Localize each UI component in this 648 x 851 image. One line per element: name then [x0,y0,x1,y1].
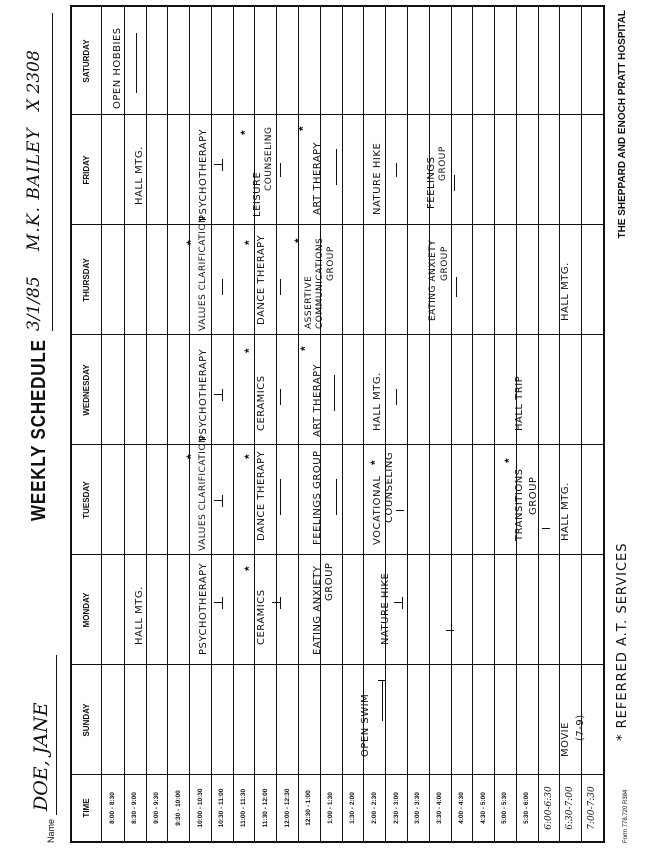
entry-tuesday-hall-mtg: HALL MTG. [560,482,571,541]
referral-star: * [298,346,312,351]
form-number: Form 778.720 R384 [623,789,629,843]
duration-line [280,597,281,609]
duration-tick [214,500,222,501]
row-divider [189,7,190,841]
time-slot-label: 9:00 - 9:30 [152,792,160,824]
entry-thursday-assertive-group: GROUP [326,246,336,281]
time-slot-label: 12:30 - 1:00 [305,790,313,826]
entry-wednesday-hall-trip: HALL TRIP [514,375,525,431]
row-divider [276,7,277,841]
column-header-saturday: SATURDAY [72,7,102,115]
schedule-grid [70,5,605,843]
duration-line [222,597,223,609]
row-divider [124,7,125,841]
entry-saturday-open-hobbies: OPEN HOBBIES [112,27,123,109]
entry-thursday-eating-anxiety-group: GROUP [440,246,450,281]
row-divider [233,7,234,841]
column-header-time: TIME [72,775,102,841]
duration-line [396,163,397,177]
entry-wednesday-ceramics: CERAMICS [256,375,267,431]
time-slot-label: 7:00-7:30 [587,786,598,830]
duration-line [222,389,223,401]
duration-line [456,277,457,297]
column-divider [72,554,603,555]
duration-tick [214,602,222,603]
time-slot-label: 2:30 - 3:00 [392,792,400,824]
page-title: WEEKLY SCHEDULE [28,339,50,521]
time-slot-label: 1:30 - 2:00 [348,792,356,824]
schedule-date: 3/1/85 [24,276,44,331]
row-divider [472,7,473,841]
entry-friday-hall-mtg: HALL MTG. [134,146,145,205]
column-header-monday: MONDAY [72,555,102,665]
entry-tuesday-vocational-counseling: COUNSELING [384,451,395,523]
duration-line [136,33,137,93]
entry-friday-art-therapy: ART THERAPY [312,141,323,215]
duration-line [334,375,335,411]
row-divider [538,7,539,841]
column-header-wednesday: WEDNESDAY [72,335,102,445]
time-slot-label: 3:30 - 4:00 [436,792,444,824]
time-slot-label: 3:00 - 3:30 [414,792,422,824]
entry-thursday-hall-mtg: HALL MTG. [560,262,571,321]
entry-thursday-communications: COMMUNICATIONS [315,237,325,329]
duration-line [280,479,281,515]
entry-sunday-movie-time: (7-9) [575,714,586,741]
time-slot-label: 8:00 - 8:30 [109,792,117,824]
column-header-sunday: SUNDAY [72,665,102,775]
time-slot-label: 4:30 - 5:00 [479,792,487,824]
time-slot-label: 1:00 - 1:30 [327,792,335,824]
entry-tuesday-feelings-group: FEELINGS GROUP [312,450,323,545]
entry-monday-eating-anxiety-group: GROUP [324,562,335,601]
entry-friday-psychotherapy: PSYCHOTHERAPY [198,128,209,221]
time-slot-label: 9:30 - 10:00 [174,790,182,826]
referral-star: * [502,458,516,463]
phone-extension: X 2308 [24,50,44,111]
time-slot-label: 6:00-6:30 [543,786,554,830]
row-divider [342,7,343,841]
referral-star: * [296,126,310,131]
therapist-name: M.K. BAILEY [24,127,44,251]
duration-line [402,597,403,609]
duration-tick [378,680,386,681]
column-divider [72,224,603,225]
time-slot-label: 5:00 - 5:30 [501,792,509,824]
duration-tick [446,630,454,631]
duration-line [396,389,397,405]
referral-legend: * REFERRED A.T. SERVICES [615,542,630,741]
duration-line [336,149,337,185]
time-slot-label: 10:30 - 11:00 [218,788,226,828]
time-slot-label: 8:30 - 9:00 [131,792,139,824]
row-divider [494,7,495,841]
entry-sunday-open-swim: OPEN SWIM [360,693,371,757]
schedule-header [0,0,70,851]
entry-thursday-dance-therapy: DANCE THERAPY [256,234,267,325]
entry-friday-leisure-counseling: COUNSELING [264,126,274,191]
time-slot-label: 5:30 - 6:00 [523,792,531,824]
time-slot-label: 2:00 - 2:30 [370,792,378,824]
duration-line [222,159,223,171]
referral-star: * [184,454,198,459]
column-header-tuesday: TUESDAY [72,445,102,555]
time-slot-label: 11:30 - 12:00 [261,788,269,828]
time-slot-label: 10:00 - 10:30 [196,788,204,828]
entry-tuesday-vocational: VOCATIONAL [372,475,383,545]
duration-line [280,279,281,295]
duration-tick [542,528,550,529]
referral-star: * [368,460,382,465]
time-slot-label: 12:00 - 12:30 [283,788,291,828]
duration-line [280,163,281,177]
row-divider [146,7,147,841]
row-divider [407,7,408,841]
column-header-thursday: THURSDAY [72,225,102,335]
referral-star: * [242,348,256,353]
entry-monday-hall-mtg: HALL MTG. [134,586,145,645]
duration-tick [396,510,404,511]
duration-line [222,279,223,295]
entry-thursday-values-clarification: VALUES CLARIFICATION [198,215,208,331]
row-divider [167,7,168,841]
entry-monday-ceramics: CERAMICS [256,589,267,645]
entry-tuesday-transitions: TRANSITIONS [514,468,525,541]
duration-line [336,479,337,515]
duration-tick [272,602,280,603]
row-divider [429,7,430,841]
row-divider [451,7,452,841]
referral-star: * [184,240,198,245]
entry-monday-psychotherapy: PSYCHOTHERAPY [198,562,209,655]
time-slot-label: 4:00 - 4:30 [457,792,465,824]
column-header-friday: FRIDAY [72,115,102,225]
schedule-footer [605,0,648,851]
row-divider [211,7,212,841]
time-slot-label: 6:30-7:00 [565,786,576,830]
row-divider [385,7,386,841]
duration-line [382,681,383,721]
organization-name: THE SHEPPARD AND ENOCH PRATT HOSPITAL [617,10,628,239]
column-divider [72,444,603,445]
referral-star: * [242,240,256,245]
entry-wednesday-psychotherapy: PSYCHOTHERAPY [198,348,209,441]
column-divider [72,664,603,665]
entry-sunday-movie: MOVIE [560,722,571,757]
duration-line [342,271,343,301]
referral-star: * [242,454,256,459]
referral-star: * [238,130,252,135]
referral-star: * [292,238,306,243]
duration-line [280,389,281,405]
entry-friday-leisure: LEISURE [252,171,263,217]
column-divider [72,334,603,335]
entry-wednesday-art-therapy: ART THERAPY [312,363,323,437]
column-divider [72,114,603,115]
entry-tuesday-values-clarification: VALUES CLARIFICATION [198,435,208,551]
entry-friday-feelings: FEELINGS [426,156,437,209]
referral-star: * [242,566,256,571]
duration-tick [394,602,402,603]
header-underline [52,13,53,331]
duration-line [454,175,455,191]
entry-tuesday-transitions-group: GROUP [528,476,539,515]
entry-monday-eating-anxiety: EATING ANXIETY [312,565,323,655]
row-divider [298,7,299,841]
duration-line [538,341,539,401]
name-label: Name [46,818,56,843]
entry-thursday-assertive: ASSERTIVE [304,275,314,329]
duration-tick [214,394,222,395]
time-slot-label: 11:00 - 11:30 [240,788,248,828]
duration-tick [214,164,222,165]
duration-line [222,495,223,507]
patient-name: DOE, JANE [30,702,52,811]
entry-monday-nature-hike: NATURE HIKE [380,572,391,645]
entry-thursday-eating-anxiety: EATING ANXIETY [428,239,438,321]
entry-wednesday-hall-mtg: HALL MTG. [372,372,383,431]
entry-friday-feelings-group: GROUP [438,146,448,181]
entry-friday-nature-hike: NATURE HIKE [372,142,383,215]
duration-line [342,597,343,611]
entry-tuesday-dance-therapy: DANCE THERAPY [256,450,267,541]
name-underline [56,655,57,815]
row-divider [559,7,560,841]
